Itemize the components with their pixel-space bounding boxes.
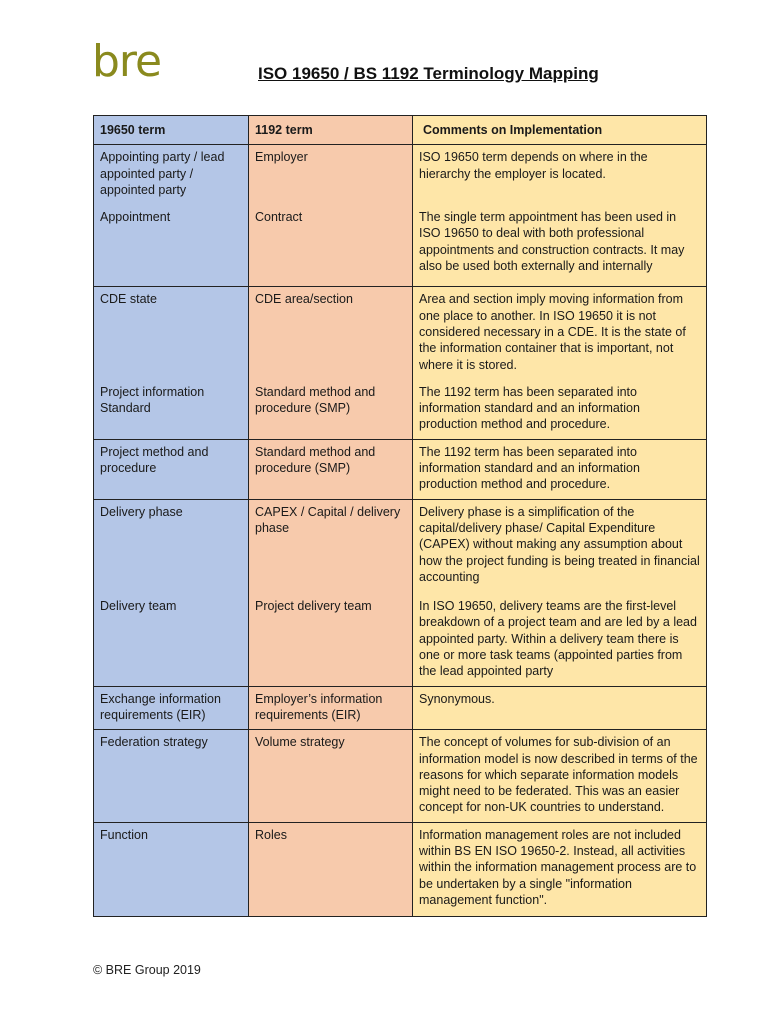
cell-comment: Area and section imply moving information from one place to another. In ISO 19650 it is not considered necessary in a CDE. It is the state of the information container that is important, not where it is stored.: [413, 287, 707, 379]
cell-1192-term: Standard method and procedure (SMP): [249, 439, 413, 499]
table-row: [94, 205, 707, 287]
cell-1192-term: Roles: [249, 822, 413, 916]
cell-1192-term: Employer’s information requirements (EIR): [249, 686, 413, 730]
table-row: [94, 686, 707, 730]
cell-1192-term: CAPEX / Capital / delivery phase: [249, 499, 413, 593]
cell-1192-term: Employer: [249, 145, 413, 205]
table-row: [94, 287, 707, 379]
cell-19650-term: Delivery team: [94, 594, 249, 686]
cell-1192-term: Volume strategy: [249, 730, 413, 822]
cell-comment: The 1192 term has been separated into information standard and an information production method and procedure.: [413, 439, 707, 499]
page-title: ISO 19650 / BS 1192 Terminology Mapping: [258, 64, 599, 83]
cell-19650-term: Federation strategy: [94, 730, 249, 822]
copyright-footer: © BRE Group 2019: [93, 963, 201, 977]
cell-19650-term: Appointing party / lead appointed party / appointed party: [94, 145, 249, 205]
table-row: [94, 379, 707, 439]
table-row: [94, 439, 707, 499]
cell-19650-term: CDE state: [94, 287, 249, 379]
header-comments: Comments on Implementation: [413, 116, 707, 145]
table-header-row: [94, 116, 707, 145]
cell-19650-term: Delivery phase: [94, 499, 249, 593]
cell-19650-term: Project information Standard: [94, 379, 249, 439]
header-19650-term: 19650 term: [94, 116, 249, 145]
cell-comment: The single term appointment has been used in ISO 19650 to deal with both professional appointments and construction contracts. It may also be used both externally and internally: [413, 205, 707, 287]
cell-comment: In ISO 19650, delivery teams are the first-level breakdown of a project team and are led by a lead appointed party. Within a delivery team there is one or more task teams (appointed parties from the lead appointed party: [413, 594, 707, 686]
cell-comment: The concept of volumes for sub-division of an information model is now described in terms of the reasons for which separate information models might need to be federated. This was an easier concept for non-UK countries to understand.: [413, 730, 707, 822]
cell-comment: Synonymous.: [413, 686, 707, 730]
table-row: [94, 499, 707, 593]
cell-comment: Delivery phase is a simplification of the capital/delivery phase/ Capital Expenditure (CAPEX) without making any assumption about how the project funding is being treated in financial accounting: [413, 499, 707, 593]
bre-logo: bre: [92, 36, 162, 87]
cell-comment: ISO 19650 term depends on where in the hierarchy the employer is located.: [413, 145, 707, 205]
header-1192-term: 1192 term: [249, 116, 413, 145]
cell-1192-term: CDE area/section: [249, 287, 413, 379]
cell-comment: Information management roles are not included within BS EN ISO 19650-2. Instead, all activities within the information management process are to be undertaken by a single "information management function".: [413, 822, 707, 916]
cell-19650-term: Function: [94, 822, 249, 916]
terminology-table: [93, 115, 707, 917]
cell-19650-term: Appointment: [94, 205, 249, 287]
cell-19650-term: Project method and procedure: [94, 439, 249, 499]
cell-1192-term: Project delivery team: [249, 594, 413, 686]
cell-1192-term: Contract: [249, 205, 413, 287]
cell-19650-term: Exchange information requirements (EIR): [94, 686, 249, 730]
table-row: [94, 145, 707, 205]
cell-comment: The 1192 term has been separated into information standard and an information production method and procedure.: [413, 379, 707, 439]
table-row: [94, 730, 707, 822]
cell-1192-term: Standard method and procedure (SMP): [249, 379, 413, 439]
table-row: [94, 822, 707, 916]
table-row: [94, 594, 707, 686]
